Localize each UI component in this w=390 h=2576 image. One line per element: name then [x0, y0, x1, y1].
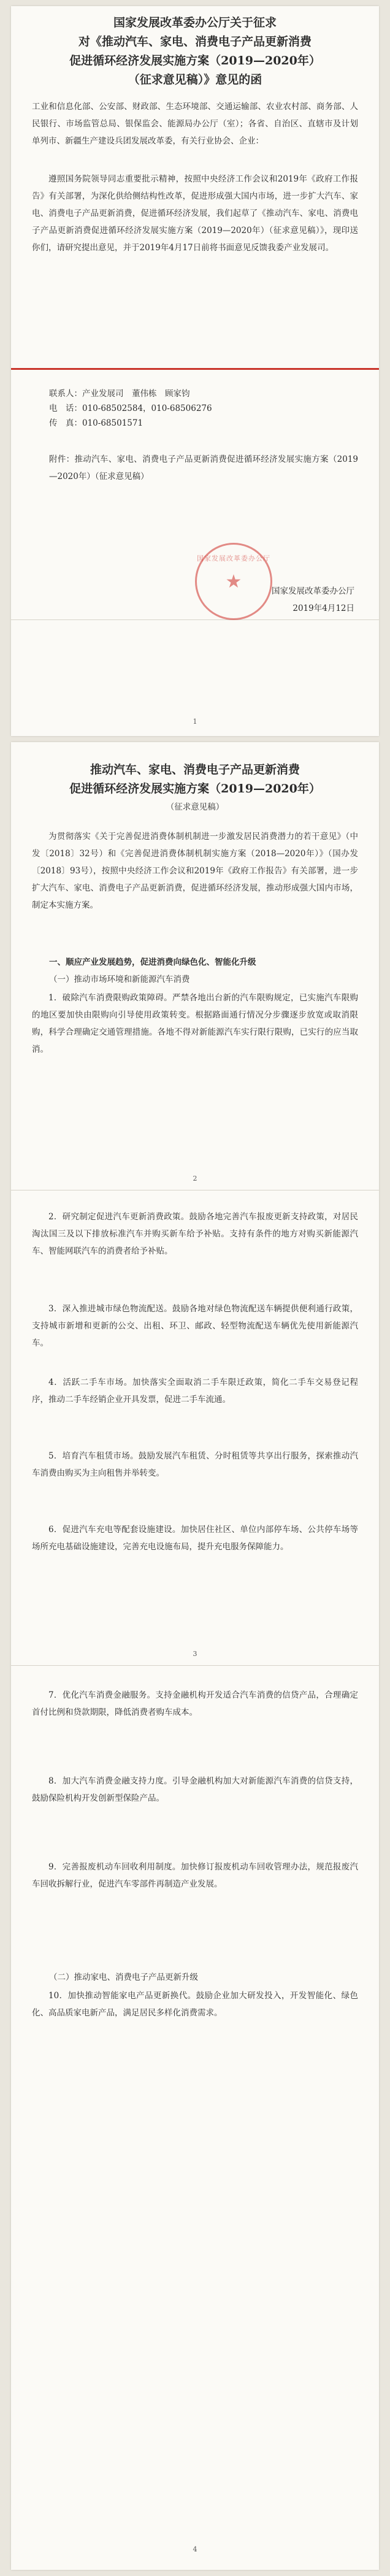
letter-title-line: 对《推动汽车、家电、消费电子产品更新消费: [78, 35, 312, 48]
attachment-note: 附件：推动汽车、家电、消费电子产品更新消费促进循环经济发展实施方案（2019—2020年）（征求意见稿）: [49, 454, 358, 481]
seal-text: 国家发展改革委办公厅: [197, 554, 270, 562]
contact-block: [49, 386, 358, 431]
plan-item: 1．破除汽车消费限购政策障碍。严禁各地出台新的汽车限购规定，已实施汽车限购的地区要加快由限购向引导使用政策转变。根据路面通行情况分步骤逐步放宽或取消限购，科学合理确定交通管理措施。各地不得对新能源汽车实行限行限购，已实行的应当取消。: [32, 993, 358, 1054]
plan-item: 6．促进汽车充电等配套设施建设。加快居住社区、单位内部停车场、公共停车场等场所充电基础设施建设，完善充电设施布局，提升充电服务保障能力。: [32, 1525, 358, 1552]
page-gap: [11, 1665, 379, 1666]
plan-item: 4．活跃二手车市场。加快落实全面取消二手车限迁政策，简化二手车交易登记程序，推动二手车经销企业开具发票，促进二手车流通。: [32, 1378, 358, 1405]
section-heading: 一、顺应产业发展趋势，促进消费向绿色化、智能化升级: [49, 957, 256, 967]
plan-item: 10．加快推动智能家电产品更新换代。鼓励企业加大研发投入，开发智能化、绿色化、高品质家电新产品，满足居民多样化消费需求。: [32, 1991, 358, 2018]
page-gap: [11, 619, 379, 620]
contact-fax: 传 真：010-68501571: [49, 418, 143, 428]
plan-subtitle: （征求意见稿）: [166, 802, 224, 812]
letter-title-line: 国家发展改革委办公厅关于征求: [113, 16, 277, 29]
plan-item: 7．优化汽车消费金融服务。支持金融机构开发适合汽车消费的信贷产品，合理确定首付比例和贷款期限，降低消费者购车成本。: [32, 1690, 358, 1717]
red-divider: [11, 368, 379, 370]
plan-item: 2．研究制定促进汽车更新消费政策。鼓励各地完善汽车报废更新支持政策，对居民淘汰国三及以下排放标准汽车并购买新车给予补贴。支持有条件的地方对购买新能源汽车、智能网联汽车的消费者给予补贴。: [32, 1212, 358, 1256]
sign-org: 国家发展改革委办公厅: [272, 586, 354, 596]
plan-intro: 为贯彻落实《关于完善促进消费体制机制进一步激发居民消费潜力的若干意见》（中发〔2018〕32号）和《完善促进消费体制机制实施方案（2018—2020年）》（国办发〔2018〕93号），按照中央经济工作会议和2019年《政府工作报告》有关部署，进一步扩大汽车、家电、消费电子产品更新消费，促进循环经济发展，推动形成强大国内市场，制定本实施方案。: [32, 832, 358, 910]
plan-title-line: 促进循环经济发展实施方案（2019—2020年）: [69, 782, 321, 795]
page-number: 2: [193, 1175, 197, 1183]
contact-heading: 联系人：产业发展司 董伟栋 顾家钧: [49, 389, 190, 399]
plan-item: 9．完善报废机动车回收利用制度。加快修订报废机动车回收管理办法，规范报废汽车回收拆解行业，促进汽车零部件再制造产业发展。: [32, 1862, 358, 1889]
page-number: 3: [193, 1650, 197, 1658]
contact-tel: 电 话：010-68502584，010-68506276: [49, 404, 212, 413]
page-number: 1: [193, 718, 197, 726]
letter-title-line: 促进循环经济发展实施方案（2019—2020年）: [69, 54, 321, 67]
plan-item: 3．深入推进城市绿色物流配送。鼓励各地对绿色物流配送车辆提供便利通行政策，支持城市新增和更新的公交、出租、环卫、邮政、轻型物流配送车辆优先使用新能源汽车。: [32, 1304, 358, 1348]
letter-body: 遵照国务院领导同志重要批示精神，按照中央经济工作会议和2019年《政府工作报告》有关部署，为深化供给侧结构性改革，促进形成强大国内市场，进一步扩大汽车、家电、消费电子产品更新消费，促进循环经济发展，我们起草了《推动汽车、家电、消费电子产品更新消费促进循环经济发展实施方案（2019—2020年）（征求意见稿）》，现印送你们，请研究提出意见，并于2019年4月17日前将书面意见反馈我委产业发展司。: [32, 174, 358, 253]
plan-title-line: 推动汽车、家电、消费电子产品更新消费: [90, 763, 300, 776]
official-seal-icon: ★ 国家发展改革委办公厅: [195, 543, 272, 620]
subsection-heading: （一）推动市场环境和新能源汽车消费: [49, 975, 190, 984]
letter-recipients: 工业和信息化部、公安部、财政部、生态环境部、交通运输部、农业农村部、商务部、人民银行、市场监管总局、银保监会、能源局办公厅（室）；各省、自治区、直辖市及计划单列市、新疆生产建设兵团发展改革委，有关行业协会、企业：: [32, 102, 358, 146]
plan-page: [11, 742, 379, 2570]
page-number: 4: [193, 2545, 197, 2553]
plan-item: 8．加大汽车消费金融支持力度。引导金融机构加大对新能源汽车消费的信贷支持，鼓励保险机构开发创新型保险产品。: [32, 1776, 358, 1803]
letter-page: [11, 6, 379, 736]
letter-title: [32, 13, 358, 90]
letter-title-line: （征求意见稿）》意见的函: [128, 73, 262, 86]
plan-title: [32, 761, 358, 816]
subsection-heading: （二）推动家电、消费电子产品更新升级: [49, 1972, 198, 1982]
sign-date: 2019年4月12日: [292, 604, 354, 613]
plan-item: 5．培育汽车租赁市场。鼓励发展汽车租赁、分时租赁等共享出行服务，探索推动汽车消费由购买为主向租售并举转变。: [32, 1451, 358, 1478]
